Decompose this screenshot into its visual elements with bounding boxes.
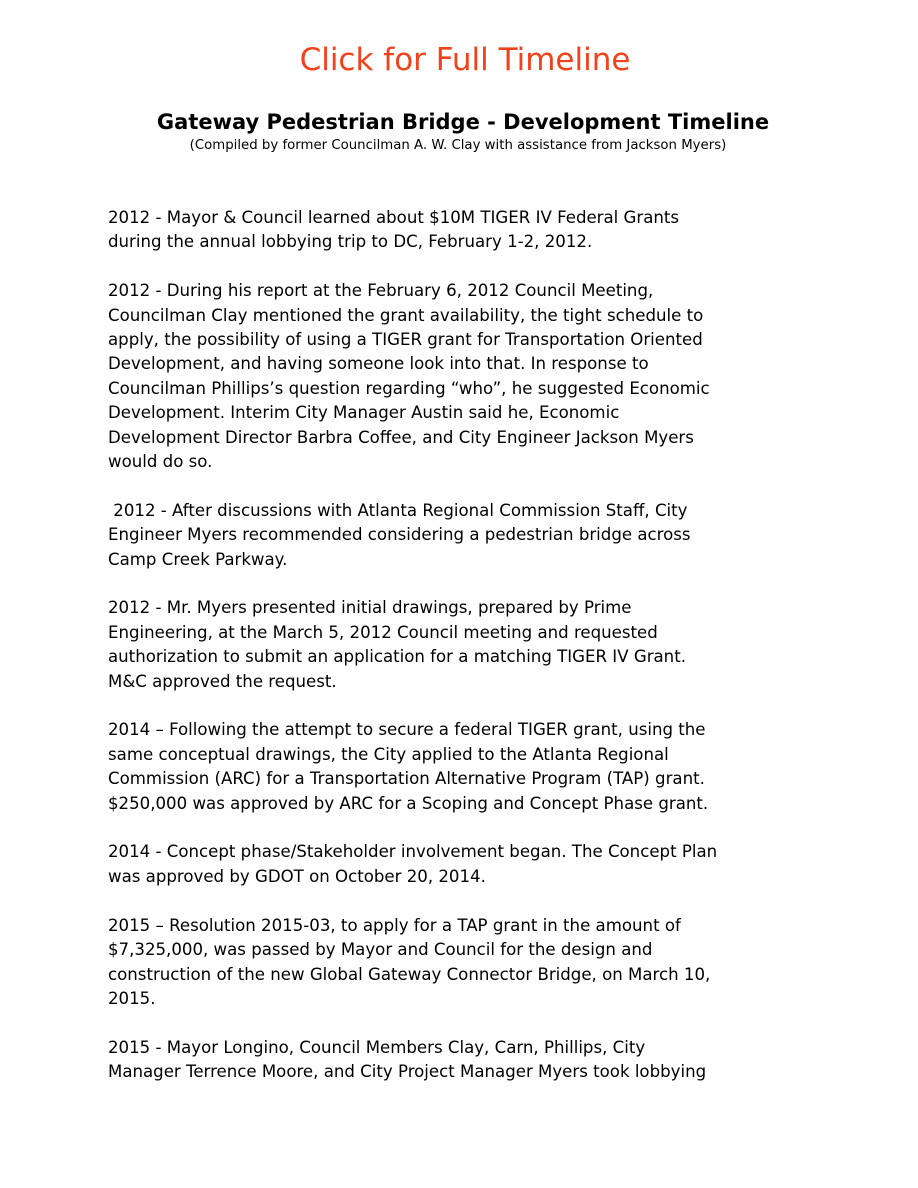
entry-line: Commission (ARC) for a Transportation Alternative Program (TAP) grant.: [108, 769, 705, 789]
entry-line: 2015 – Resolution 2015-03, to apply for a TAP grant in the amount of: [108, 915, 681, 935]
timeline-entry: [108, 1036, 828, 1085]
entry-line: Camp Creek Parkway.: [108, 549, 288, 569]
entry-line: Manager Terrence Moore, and City Project Manager Myers took lobbying: [108, 1062, 707, 1082]
entry-line: 2014 - Concept phase/Stakeholder involvement began. The Concept Plan: [108, 842, 718, 862]
timeline-entry: [108, 840, 828, 889]
entry-line: Engineering, at the March 5, 2012 Council meeting and requested: [108, 622, 658, 642]
entry-line: $250,000 was approved by ARC for a Scoping and Concept Phase grant.: [108, 793, 709, 813]
entry-line: $7,325,000, was passed by Mayor and Council for the design and: [108, 940, 653, 960]
entry-line: Development, and having someone look into that. In response to: [108, 354, 649, 374]
entry-line: construction of the new Global Gateway Connector Bridge, on March 10,: [108, 964, 711, 984]
timeline-entry: [108, 279, 828, 474]
timeline-entry: [108, 206, 828, 255]
document-subtitle: (Compiled by former Councilman A. W. Clay with assistance from Jackson Myers): [189, 138, 727, 153]
entry-line: authorization to submit an application for a matching TIGER IV Grant.: [108, 647, 686, 667]
timeline-entries: [108, 206, 828, 1109]
timeline-entry: [108, 914, 828, 1012]
entry-line: 2014 – Following the attempt to secure a federal TIGER grant, using the: [108, 720, 706, 740]
entry-line: Councilman Phillips’s question regarding “who”, he suggested Economic: [108, 378, 710, 398]
entry-line: 2012 - Mr. Myers presented initial drawings, prepared by Prime: [108, 598, 632, 618]
entry-line: 2012 - Mayor & Council learned about $10M TIGER IV Federal Grants: [108, 208, 680, 227]
entry-line: during the annual lobbying trip to DC, February 1-2, 2012.: [108, 232, 593, 252]
entry-line: was approved by GDOT on October 20, 2014.: [108, 866, 486, 886]
entry-line: 2012 - During his report at the February 6, 2012 Council Meeting,: [108, 281, 654, 301]
entry-line: apply, the possibility of using a TIGER grant for Transportation Oriented: [108, 330, 703, 350]
entry-line: would do so.: [108, 452, 213, 472]
entry-line: Councilman Clay mentioned the grant availability, the tight schedule to: [108, 305, 704, 325]
timeline-entry: [108, 499, 828, 572]
entry-line: Development Director Barbra Coffee, and City Engineer Jackson Myers: [108, 427, 694, 447]
entry-line: same conceptual drawings, the City applied to the Atlanta Regional: [108, 744, 669, 764]
timeline-entry: [108, 718, 828, 816]
entry-line: 2015 - Mayor Longino, Council Members Clay, Carn, Phillips, City: [108, 1037, 646, 1057]
entry-line: Engineer Myers recommended considering a pedestrian bridge across: [108, 525, 691, 545]
timeline-entry: [108, 596, 828, 694]
entry-line: 2015.: [108, 988, 156, 1008]
entry-line: Development. Interim City Manager Austin said he, Economic: [108, 403, 620, 423]
document-title: Gateway Pedestrian Bridge - Development Timeline: [156, 110, 770, 134]
entry-line: 2012 - After discussions with Atlanta Regional Commission Staff, City: [108, 500, 688, 520]
entry-line: M&C approved the request.: [108, 671, 337, 691]
full-timeline-link[interactable]: Click for Full Timeline: [299, 42, 631, 78]
